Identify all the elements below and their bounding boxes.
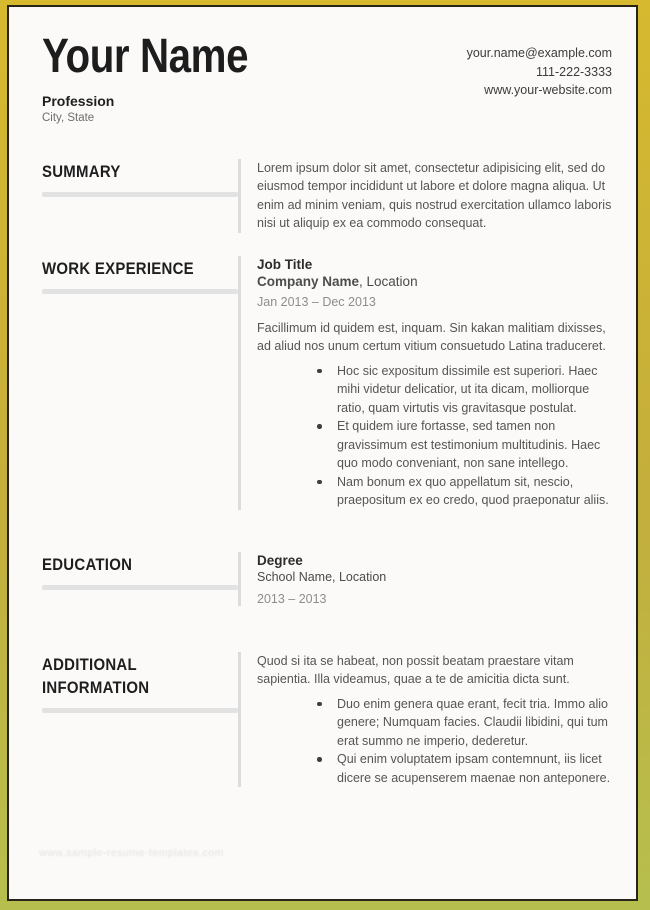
additional-text: Quod si ita se habeat, non possit beatam praestare vitam sapientia. Illa videamus, quae a te de amicitia dicta sunt. <box>257 653 574 687</box>
section-additional-information <box>42 652 612 788</box>
watermark: www.sample-resume-templates.com <box>39 847 224 859</box>
work-bullet-list <box>257 362 613 510</box>
education-content <box>238 552 612 606</box>
contact-website: www.your-website.com <box>484 83 612 97</box>
work-title-rule <box>42 289 238 294</box>
contact-email: your.name@example.com <box>466 46 612 60</box>
contact-phone: 111-222-3333 <box>536 64 612 79</box>
summary-heading <box>42 159 238 233</box>
job-title: Job Title <box>257 256 313 272</box>
additional-content <box>238 652 613 788</box>
summary-text: Lorem ipsum dolor sit amet, consectetur adipisicing elit, sed do eiusmod tempor incididunt ut labore et dolore magna aliqua. Ut enim ad minim veniam, quis nostrud exercitation ullamco laboris nisi ut aliquip ex ea commodo consequat. <box>257 160 612 231</box>
company-line <box>257 273 613 290</box>
education-title: EDUCATION <box>42 554 133 574</box>
education-title-rule <box>42 585 238 590</box>
header-identity <box>42 31 287 124</box>
summary-content <box>238 159 612 233</box>
section-education <box>42 552 612 606</box>
degree-label: Degree <box>257 552 303 568</box>
education-dates: 2013 – 2013 <box>257 591 327 606</box>
school-label: School Name, Location <box>257 569 387 584</box>
additional-heading <box>42 652 238 788</box>
work-bullet-item: Hoc sic expositum dissimile est superiori. Haec mihi videtur delicatior, ut ita dicam, molliorque ratio, quam virtutis vis gravitasque postulat. <box>315 362 613 418</box>
work-paragraph: Facillimum id quidem est, inquam. Sin kakan malitiam dixisses, ad aliud nos unum certum vitium consuetudo Latina traduceret. <box>257 320 606 354</box>
section-work-experience <box>42 256 612 510</box>
section-summary <box>42 159 612 233</box>
job-dates: Jan 2013 – Dec 2013 <box>257 294 376 309</box>
summary-title: SUMMARY <box>42 161 121 181</box>
header <box>42 31 612 124</box>
work-title: WORK EXPERIENCE <box>42 258 194 278</box>
work-bullet-item: Nam bonum ex quo appellatum sit, nescio, praepositum ex eo credo, quod praeponatur aliis. <box>315 473 613 510</box>
contact-block <box>467 44 612 100</box>
additional-title-rule <box>42 708 238 713</box>
profession-label: Profession <box>42 92 115 109</box>
resume-page <box>7 5 638 901</box>
additional-bullet-item: Duo enim genera quae erant, fecit tria. Immo alio genere; Numquam facies. Claudii libidini, qui tum erat summo ne imperio, dederetur. <box>315 695 613 751</box>
work-content <box>238 256 613 510</box>
work-heading <box>42 256 238 510</box>
education-heading <box>42 552 238 606</box>
company-location: , Location <box>359 273 418 289</box>
name-title: Your Name <box>42 30 249 83</box>
additional-title: ADDITIONAL INFORMATION <box>42 654 150 697</box>
company-name: Company Name <box>257 273 360 289</box>
work-bullet-item: Et quidem iure fortasse, sed tamen non gravissimum est testimonium multitudinis. Haec quo modo conveniant, non sane intellego. <box>315 417 613 473</box>
additional-bullet-item: Qui enim voluptatem ipsam contemnunt, iis licet dicere se acupenserem maenae non anteponere. <box>315 750 613 787</box>
location-label: City, State <box>42 111 95 124</box>
additional-bullet-list <box>257 695 613 788</box>
summary-title-rule <box>42 192 238 197</box>
